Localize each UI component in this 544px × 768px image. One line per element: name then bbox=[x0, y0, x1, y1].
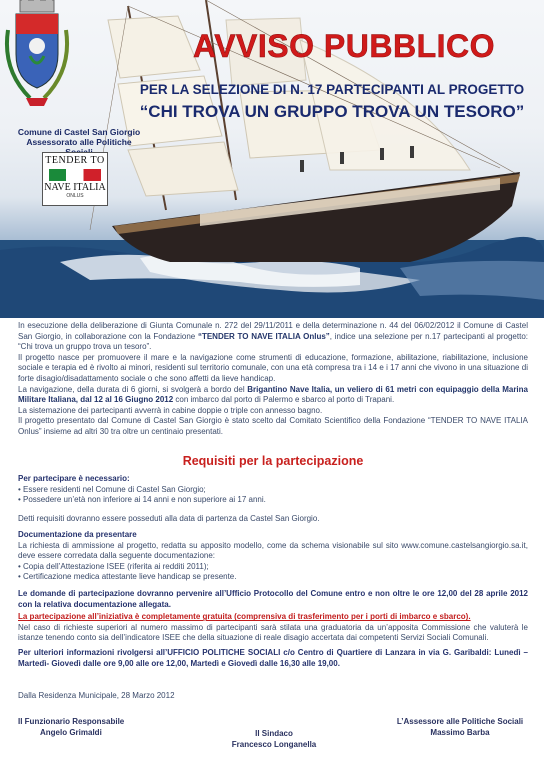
funzionario-signature bbox=[18, 716, 124, 738]
funzionario-role: Il Funzionario Responsabile bbox=[18, 717, 125, 726]
requisiti-note: Detti requisiti dovranno essere posseduti alla data di partenza da Castel San Giorgio. bbox=[18, 513, 320, 523]
requisiti-label: Per partecipare è necessario: bbox=[18, 474, 130, 483]
tender-logo-line-1: TENDER TO bbox=[45, 155, 105, 166]
scadenza-text: Le domande di partecipazione dovranno pervenire all’Ufficio Protocollo del Comune entro e non oltre le ore 12,00 del 28 aprile 2012 con la relativa documentazione allegata. bbox=[18, 589, 528, 609]
intro-paragraph-2: Il progetto nasce per promuovere il mare e la navigazione come strumenti di educazione, formazione, abilitazione, riabilitazione, inclusione sociale e terapia ed è rivolto ai minori, residenti sul territorio comunale, con una età compresa tra i 14 e i 17 anni che vivono in una situazione di forte disagio/disadattamento sociale o che sono affetti da lieve handicap. bbox=[18, 352, 528, 383]
sindaco-signature bbox=[226, 728, 322, 750]
tender-to-nave-italia-logo bbox=[42, 152, 108, 206]
italian-flag-stripe bbox=[49, 169, 101, 181]
requisiti-item-2: • Possedere un’età non inferiore ai 14 anni e non superiore ai 17 anni. bbox=[18, 495, 266, 505]
document-body bbox=[18, 321, 528, 700]
funzionario-name: Angelo Grimaldi bbox=[40, 728, 102, 737]
tender-logo-line-2: NAVE ITALIA bbox=[44, 182, 106, 193]
intro-paragraph-5: Il progetto presentato dal Comune di Castel San Giorgio è stato scelto dal Comitato Scientifico della Fondazione “TENDER TO NAVE ITALIA Onlus” insieme ad altri 30 tra oltre un centinaio presentati. bbox=[18, 416, 528, 436]
assessore-role: L’Assessore alle Politiche Sociali bbox=[396, 717, 524, 726]
intro-paragraph-4: La sistemazione dei partecipanti avverrà in cabine doppie o triple con annesso bagno. bbox=[18, 405, 323, 415]
documentazione-label: Documentazione da presentare bbox=[18, 530, 137, 539]
intro-paragraph-1: In esecuzione della deliberazione di Giunta Comunale n. 272 del 29/11/2011 e della determinazione n. 44 del 06/02/2012 il Comune di Castel San Giorgio, in collaborazione con la Fondazione “TENDER TO NAVE ITALIA Onlus”, indice una selezione per n.17 partecipanti al progetto: “Chi trova un gruppo trova un tesoro”. bbox=[18, 321, 528, 352]
requisiti-heading: Requisiti per la partecipazione bbox=[182, 454, 364, 468]
comune-name: Comune di Castel San Giorgio bbox=[17, 127, 141, 137]
date-line: Dalla Residenza Municipale, 28 Marzo 2012 bbox=[18, 691, 175, 700]
requisiti-item-1: • Essere residenti nel Comune di Castel San Giorgio; bbox=[18, 484, 206, 494]
tender-logo-line-3: ONLUS bbox=[66, 193, 84, 199]
gratuita-notice: La partecipazione all’iniziativa è completamente gratuita (comprensiva di trasferimento per i porti di imbarco e sbarco). bbox=[18, 612, 471, 622]
info-text: Per ulteriori informazioni rivolgersi all’UFFICIO POLITICHE SOCIALI c/o Centro di Quartiere di Lanzara in via G. Garibaldi: Lunedì – Martedì- Giovedì dalle ore 9,00 alle ore 12,00, Martedì e Giovedì dalle 16,30 alle 19,00. bbox=[18, 648, 528, 668]
documentazione-item-1: • Copia dell’Attestazione ISEE (riferita ai redditi 2011); bbox=[18, 561, 209, 571]
graduatoria-text: Nel caso di richieste superiori al numero massimo di partecipanti sarà stilata una graduatoria da un’apposita Commissione che valuterà le istanze tenendo conto sia dell’indicatore ISEE che della situazione di reale disagio accertata dai competenti Servizi Sociali Comunali. bbox=[18, 622, 528, 643]
sindaco-name: Francesco Longanella bbox=[231, 740, 317, 749]
subtitle-selezione: PER LA SELEZIONE DI N. 17 PARTECIPANTI AL PROGETTO bbox=[139, 82, 525, 97]
sailing-ship-photo bbox=[0, 0, 544, 318]
info-section bbox=[18, 648, 528, 669]
requisiti-section bbox=[18, 474, 528, 524]
scadenza-section bbox=[18, 589, 528, 644]
documentazione-section bbox=[18, 530, 528, 583]
assessore-name: Massimo Barba bbox=[430, 728, 490, 737]
municipal-crest-icon bbox=[0, 0, 74, 112]
subtitle-progetto: “CHI TROVA UN GRUPPO TROVA UN TESORO” bbox=[139, 102, 525, 121]
assessore-signature bbox=[390, 716, 530, 738]
intro-paragraph-3: La navigazione, della durata di 6 giorni, si svolgerà a bordo del Brigantino Nave Italia, un veliero di 61 metri con equipaggio della Marina Militare Italiana, dal 12 al 16 Giugno 2012 con imbarco dal porto di Palermo e sbarco al porto di Trapani. bbox=[18, 384, 528, 405]
assessorato-name: Assessorato alle Politiche bbox=[26, 137, 132, 147]
documentazione-text: La richiesta di ammissione al progetto, redatta su apposito modello, come da schema visionabile sul sito www.comune.castelsangiorgio.sa.it, deve essere corredata dalla seguente documentazione: bbox=[18, 540, 528, 561]
documentazione-item-2: • Certificazione medica attestante lieve handicap se presente. bbox=[18, 572, 237, 582]
sindaco-role: Il Sindaco bbox=[255, 729, 293, 738]
page-title: AVVISO PUBBLICO bbox=[192, 28, 496, 64]
